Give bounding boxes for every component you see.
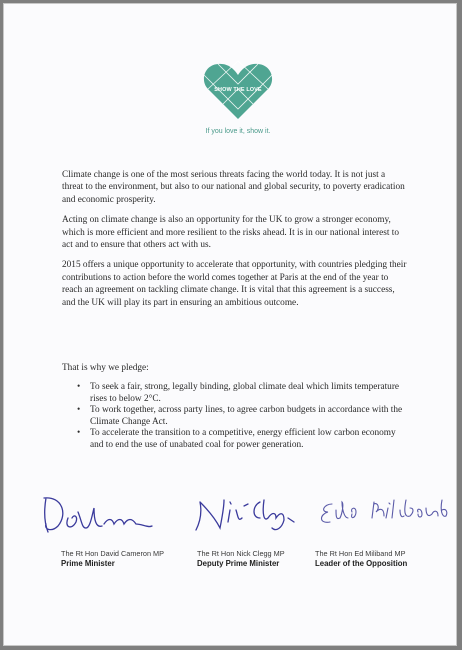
letter-page	[3, 3, 457, 646]
bullet-icon: •	[77, 382, 81, 392]
logo-text: SHOW THE LOVE	[214, 87, 262, 93]
show-the-love-logo	[202, 59, 274, 121]
signatory-name: The Rt Hon David Cameron MP	[61, 549, 165, 558]
pledge-text: To seek a fair, strong, legally binding, global climate deal which limits temperature rises to below 2°C.	[90, 382, 400, 404]
pledge-intro: That is why we pledge:	[62, 363, 149, 373]
pledge-text: To work together, across party lines, to agree carbon budgets in accordance with the Climate Change Act.	[90, 405, 403, 427]
signatory-miliband	[315, 549, 407, 569]
list-item	[62, 382, 407, 405]
pledge-text: To accelerate the transition to a competitive, energy efficient low carbon economy and to end the use of unabated coal for power generation.	[90, 428, 396, 450]
bullet-icon: •	[77, 428, 81, 438]
signatory-role: Deputy Prime Minister	[197, 559, 280, 568]
pledge-list	[62, 382, 407, 451]
list-item	[62, 428, 407, 451]
signature-clegg	[190, 488, 300, 540]
signature-miliband	[314, 488, 454, 540]
paragraph: 2015 offers a unique opportunity to accelerate that opportunity, with countries pledging their contributions to action before the world comes together at Paris at the end of the year to reach an agreement on tackling climate change. It is vital that this agreement is a success, and the UK will play its part in ensuring an ambitious outcome.	[62, 260, 407, 308]
paragraph: Climate change is one of the most serious threats facing the world today. It is not just a threat to the environment, but also to our national and global security, to poverty eradication and economic prosperity.	[62, 170, 405, 205]
signature-cameron	[38, 488, 158, 540]
list-item	[62, 405, 407, 428]
logo-tagline: If you love it, show it.	[205, 128, 271, 135]
paragraph: Acting on climate change is also an opportunity for the UK to grow a stronger economy, which is more efficient and more resilient to the risks ahead. It is in our national interest to act and to ensure that others act with us.	[62, 215, 400, 251]
signatory-name: The Rt Hon Nick Clegg MP	[197, 549, 285, 558]
signatory-cameron	[61, 549, 164, 569]
signatory-role: Leader of the Opposition	[315, 559, 408, 568]
signatory-role: Prime Minister	[61, 559, 115, 568]
signatory-clegg	[197, 549, 285, 569]
signatory-name: The Rt Hon Ed Miliband MP	[315, 549, 406, 558]
bullet-icon: •	[77, 405, 81, 415]
letter-body	[62, 169, 407, 317]
